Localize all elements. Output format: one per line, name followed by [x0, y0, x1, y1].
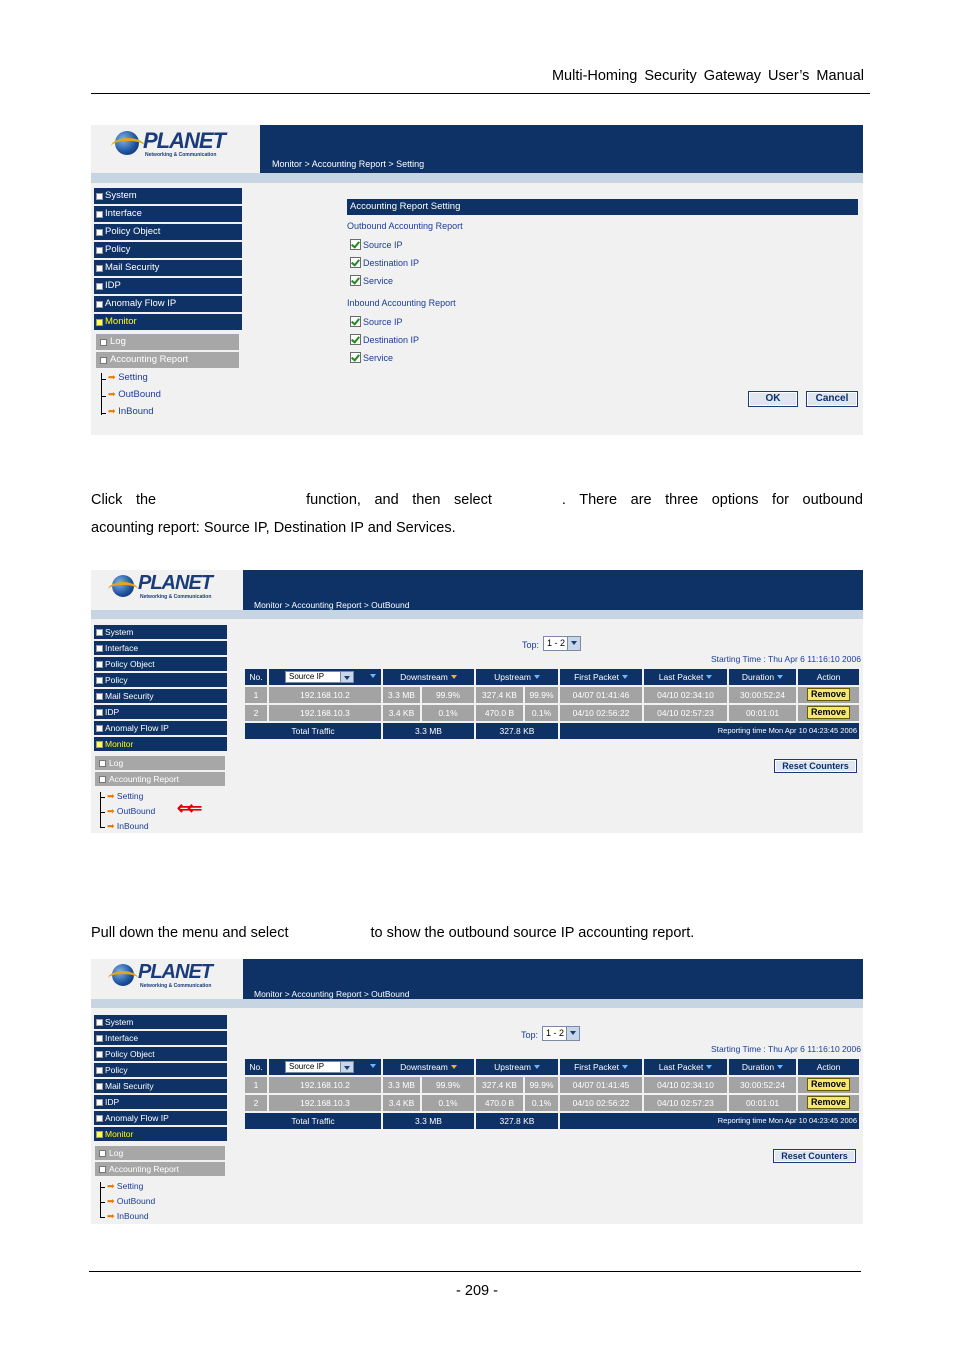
row2-up: 470.0 B	[476, 1095, 523, 1111]
top-select[interactable]: 1 - 2	[542, 1026, 580, 1041]
inbound-source-ip-label: Source IP	[363, 317, 403, 327]
screenshot-outbound-source-ip	[91, 959, 863, 1224]
starting-time: Starting Time : Thu Apr 6 11:16:10 2006	[711, 1044, 861, 1054]
logo-tagline: Networking & Communication	[140, 983, 212, 989]
monitor-submenu	[95, 756, 225, 788]
menu-item-monitor[interactable]: Monitor	[94, 1127, 227, 1143]
top-label: Top:	[521, 1030, 539, 1040]
logo-wordmark: PLANET	[138, 572, 212, 594]
banner-strip	[91, 999, 863, 1008]
paragraph-outbound-intro: Click the function, and then select . There are three options for outbound acounting report: Source IP, Destination IP and Services.	[91, 492, 863, 536]
row2-last: 04/10 02:57:23	[644, 1095, 727, 1111]
menu-item-policy[interactable]: Policy	[94, 673, 227, 689]
submenu-log[interactable]: Log	[95, 1146, 225, 1162]
row1-down-pct: 99.9%	[422, 1077, 474, 1093]
col-downstream[interactable]: Downstream	[383, 1059, 474, 1075]
tree-item-outbound[interactable]: ➡ OutBound	[107, 1196, 156, 1206]
row1-up-pct: 99.9%	[525, 687, 558, 703]
menu-item-interface[interactable]: Interface	[94, 206, 242, 224]
total-up: 327.8 KB	[476, 1113, 558, 1129]
row1-action	[798, 687, 859, 703]
outbound-source-ip-label: Source IP	[363, 240, 403, 250]
row1-duration: 30:00:52:24	[729, 687, 796, 703]
row1-duration: 30:00:52:24	[729, 1077, 796, 1093]
col-last-packet[interactable]: Last Packet	[644, 1059, 727, 1075]
planet-logo	[115, 128, 255, 162]
row1-up: 327.4 KB	[476, 687, 523, 703]
menu-item-anomaly-flow-ip[interactable]: Anomaly Flow IP	[94, 721, 227, 737]
row2-down: 3.4 KB	[383, 1095, 420, 1111]
outbound-group-title: Outbound Accounting Report	[347, 221, 463, 231]
outbound-source-ip-checkbox[interactable]	[350, 239, 361, 250]
col-source-ip	[269, 669, 381, 685]
row1-ip: 192.168.10.2	[269, 687, 381, 703]
tree-item-outbound[interactable]: ➡ OutBound	[107, 806, 156, 816]
inbound-source-ip-checkbox[interactable]	[350, 316, 361, 327]
section-title-accounting-setting: Accounting Report Setting	[347, 199, 858, 215]
row1-no: 1	[245, 1077, 267, 1093]
row2-no: 2	[245, 705, 267, 721]
col-upstream[interactable]: Upstream	[476, 1059, 558, 1075]
col-no: No.	[245, 1059, 267, 1075]
tree-item-setting[interactable]: ➡ Setting	[107, 1181, 144, 1191]
breadcrumb: Monitor > Accounting Report > OutBound	[254, 989, 410, 999]
col-duration[interactable]: Duration	[729, 669, 796, 685]
menu-item-policy-object[interactable]: Policy Object	[94, 1047, 227, 1063]
starting-time: Starting Time : Thu Apr 6 11:16:10 2006	[711, 654, 861, 664]
row1-action	[798, 1077, 859, 1093]
logo-wordmark: PLANET	[143, 128, 225, 153]
total-down: 3.3 MB	[383, 723, 474, 739]
outbound-destination-ip-checkbox[interactable]	[350, 257, 361, 268]
row2-duration: 00:01:01	[729, 1095, 796, 1111]
inbound-service-label: Service	[363, 353, 394, 363]
total-up: 327.8 KB	[476, 723, 558, 739]
logo-wordmark: PLANET	[138, 961, 212, 983]
red-pointer-arrows: ⇐⇐	[177, 798, 198, 818]
reporting-time: Reporting time Mon Apr 10 04:23:45 2006	[560, 1113, 859, 1129]
tree-item-inbound[interactable]: ➡ InBound	[108, 406, 154, 417]
menu-item-system[interactable]: System	[94, 1015, 227, 1031]
accounting-tree	[98, 790, 178, 833]
row2-up-pct: 0.1%	[525, 705, 558, 721]
reporting-time: Reporting time Mon Apr 10 04:23:45 2006	[560, 723, 859, 739]
logo-tagline: Networking & Communication	[140, 594, 212, 600]
row2-ip: 192.168.10.3	[269, 705, 381, 721]
row1-first: 04/07 01:41:45	[560, 1077, 642, 1093]
submenu-log[interactable]: Log	[95, 756, 225, 772]
menu-item-idp[interactable]: IDP	[94, 705, 227, 721]
menu-item-monitor[interactable]: Monitor	[94, 737, 227, 753]
remove-button[interactable]: Remove	[807, 1078, 850, 1091]
report-table	[245, 1059, 859, 1131]
row2-action	[798, 705, 859, 721]
row2-up-pct: 0.1%	[525, 1095, 558, 1111]
row1-last: 04/10 02:34:10	[644, 687, 727, 703]
top-select[interactable]: 1 - 2	[543, 636, 581, 651]
tree-item-outbound[interactable]: ➡ OutBound	[108, 389, 161, 400]
col-first-packet[interactable]: First Packet	[560, 1059, 642, 1075]
breadcrumb: Monitor > Accounting Report > OutBound	[254, 600, 410, 610]
outbound-service-checkbox[interactable]	[350, 275, 361, 286]
inbound-destination-ip-label: Destination IP	[363, 335, 420, 345]
row1-no: 1	[245, 687, 267, 703]
row2-ip: 192.168.10.3	[269, 1095, 381, 1111]
menu-item-policy-object[interactable]: Policy Object	[94, 224, 242, 242]
reset-counters-button[interactable]: Reset Counters	[774, 759, 857, 773]
row1-down: 3.3 MB	[383, 687, 420, 703]
outbound-destination-ip-label: Destination IP	[363, 258, 420, 268]
col-first-packet[interactable]: First Packet	[560, 669, 642, 685]
logo-tagline: Networking & Communication	[145, 152, 217, 158]
submenu-log[interactable]: Log	[96, 334, 239, 352]
row2-down-pct: 0.1%	[422, 1095, 474, 1111]
menu-item-anomaly-flow-ip[interactable]: Anomaly Flow IP	[94, 296, 242, 314]
menu-item-interface[interactable]: Interface	[94, 1031, 227, 1047]
cancel-button[interactable]: Cancel	[806, 391, 858, 407]
row1-first: 04/07 01:41:46	[560, 687, 642, 703]
row1-ip: 192.168.10.2	[269, 1077, 381, 1093]
row2-no: 2	[245, 1095, 267, 1111]
planet-logo	[112, 572, 242, 602]
footer-rule	[89, 1271, 861, 1272]
ok-button[interactable]: OK	[748, 391, 798, 407]
row2-last: 04/10 02:57:23	[644, 705, 727, 721]
menu-item-idp[interactable]: IDP	[94, 278, 242, 296]
menu-item-policy[interactable]: Policy	[94, 1063, 227, 1079]
remove-button[interactable]: Remove	[807, 706, 850, 719]
menu-item-anomaly-flow-ip[interactable]: Anomaly Flow IP	[94, 1111, 227, 1127]
submenu-accounting-report[interactable]: Accounting Report	[96, 352, 239, 370]
planet-logo	[112, 961, 242, 991]
row1-down-pct: 99.9%	[422, 687, 474, 703]
menu-item-mail-security[interactable]: Mail Security	[94, 689, 227, 705]
submenu-accounting-report[interactable]: Accounting Report	[95, 772, 225, 788]
col-no: No.	[245, 669, 267, 685]
source-ip-select[interactable]: Source IP	[285, 1061, 354, 1073]
total-down: 3.3 MB	[383, 1113, 474, 1129]
remove-button[interactable]: Remove	[807, 1096, 850, 1109]
tree-item-inbound[interactable]: ➡ InBound	[107, 821, 149, 831]
row2-first: 04/10 02:56:22	[560, 705, 642, 721]
menu-item-system[interactable]: System	[94, 625, 227, 641]
screenshot-accounting-setting	[91, 125, 863, 435]
col-duration[interactable]: Duration	[729, 1059, 796, 1075]
reset-counters-button[interactable]: Reset Counters	[773, 1149, 856, 1163]
paragraph-pull-down: Pull down the menu and select to show the outbound source IP accounting report.	[91, 925, 695, 941]
side-menu	[94, 188, 242, 332]
col-downstream[interactable]: Downstream	[383, 669, 474, 685]
menu-item-mail-security[interactable]: Mail Security	[94, 260, 242, 278]
row2-action	[798, 1095, 859, 1111]
accounting-tree	[98, 1180, 178, 1224]
tree-item-inbound[interactable]: ➡ InBound	[107, 1211, 149, 1221]
menu-item-idp[interactable]: IDP	[94, 1095, 227, 1111]
row2-down-pct: 0.1%	[422, 705, 474, 721]
row1-up-pct: 99.9%	[525, 1077, 558, 1093]
col-last-packet[interactable]: Last Packet	[644, 669, 727, 685]
row1-down: 3.3 MB	[383, 1077, 420, 1093]
row2-up: 470.0 B	[476, 705, 523, 721]
monitor-submenu	[95, 1146, 225, 1178]
row2-down: 3.4 KB	[383, 705, 420, 721]
col-upstream[interactable]: Upstream	[476, 669, 558, 685]
inbound-destination-ip-checkbox[interactable]	[350, 334, 361, 345]
menu-item-monitor[interactable]: Monitor	[94, 314, 242, 332]
total-label: Total Traffic	[245, 1113, 381, 1129]
banner-strip	[91, 610, 863, 619]
row2-first: 04/10 02:56:22	[560, 1095, 642, 1111]
row2-duration: 00:01:01	[729, 705, 796, 721]
page-header-title: Multi-Homing Security Gateway User’s Manual	[551, 68, 864, 84]
menu-item-mail-security[interactable]: Mail Security	[94, 1079, 227, 1095]
side-menu	[94, 625, 227, 753]
side-menu	[94, 1015, 227, 1143]
menu-item-interface[interactable]: Interface	[94, 641, 227, 657]
submenu-accounting-report[interactable]: Accounting Report	[95, 1162, 225, 1178]
source-ip-select[interactable]: Source IP	[285, 671, 354, 683]
outbound-service-label: Service	[363, 276, 394, 286]
screenshot-outbound-report	[91, 570, 863, 833]
tree-item-setting[interactable]: ➡ Setting	[108, 372, 148, 383]
banner-strip	[91, 173, 863, 183]
menu-item-policy-object[interactable]: Policy Object	[94, 657, 227, 673]
inbound-group-title: Inbound Accounting Report	[347, 298, 456, 308]
row1-last: 04/10 02:34:10	[644, 1077, 727, 1093]
tree-item-setting[interactable]: ➡ Setting	[107, 791, 144, 801]
report-table	[245, 669, 859, 741]
remove-button[interactable]: Remove	[807, 688, 850, 701]
page-number: - 209 -	[456, 1283, 498, 1299]
breadcrumb: Monitor > Accounting Report > Setting	[272, 159, 425, 169]
accounting-tree	[99, 371, 179, 425]
header-rule	[91, 93, 870, 94]
total-label: Total Traffic	[245, 723, 381, 739]
col-action: Action	[798, 1059, 859, 1075]
top-label: Top:	[522, 640, 540, 650]
menu-item-policy[interactable]: Policy	[94, 242, 242, 260]
monitor-submenu	[96, 334, 239, 370]
inbound-service-checkbox[interactable]	[350, 352, 361, 363]
menu-item-system[interactable]: System	[94, 188, 242, 206]
col-action: Action	[798, 669, 859, 685]
col-source-ip	[269, 1059, 381, 1075]
row1-up: 327.4 KB	[476, 1077, 523, 1093]
